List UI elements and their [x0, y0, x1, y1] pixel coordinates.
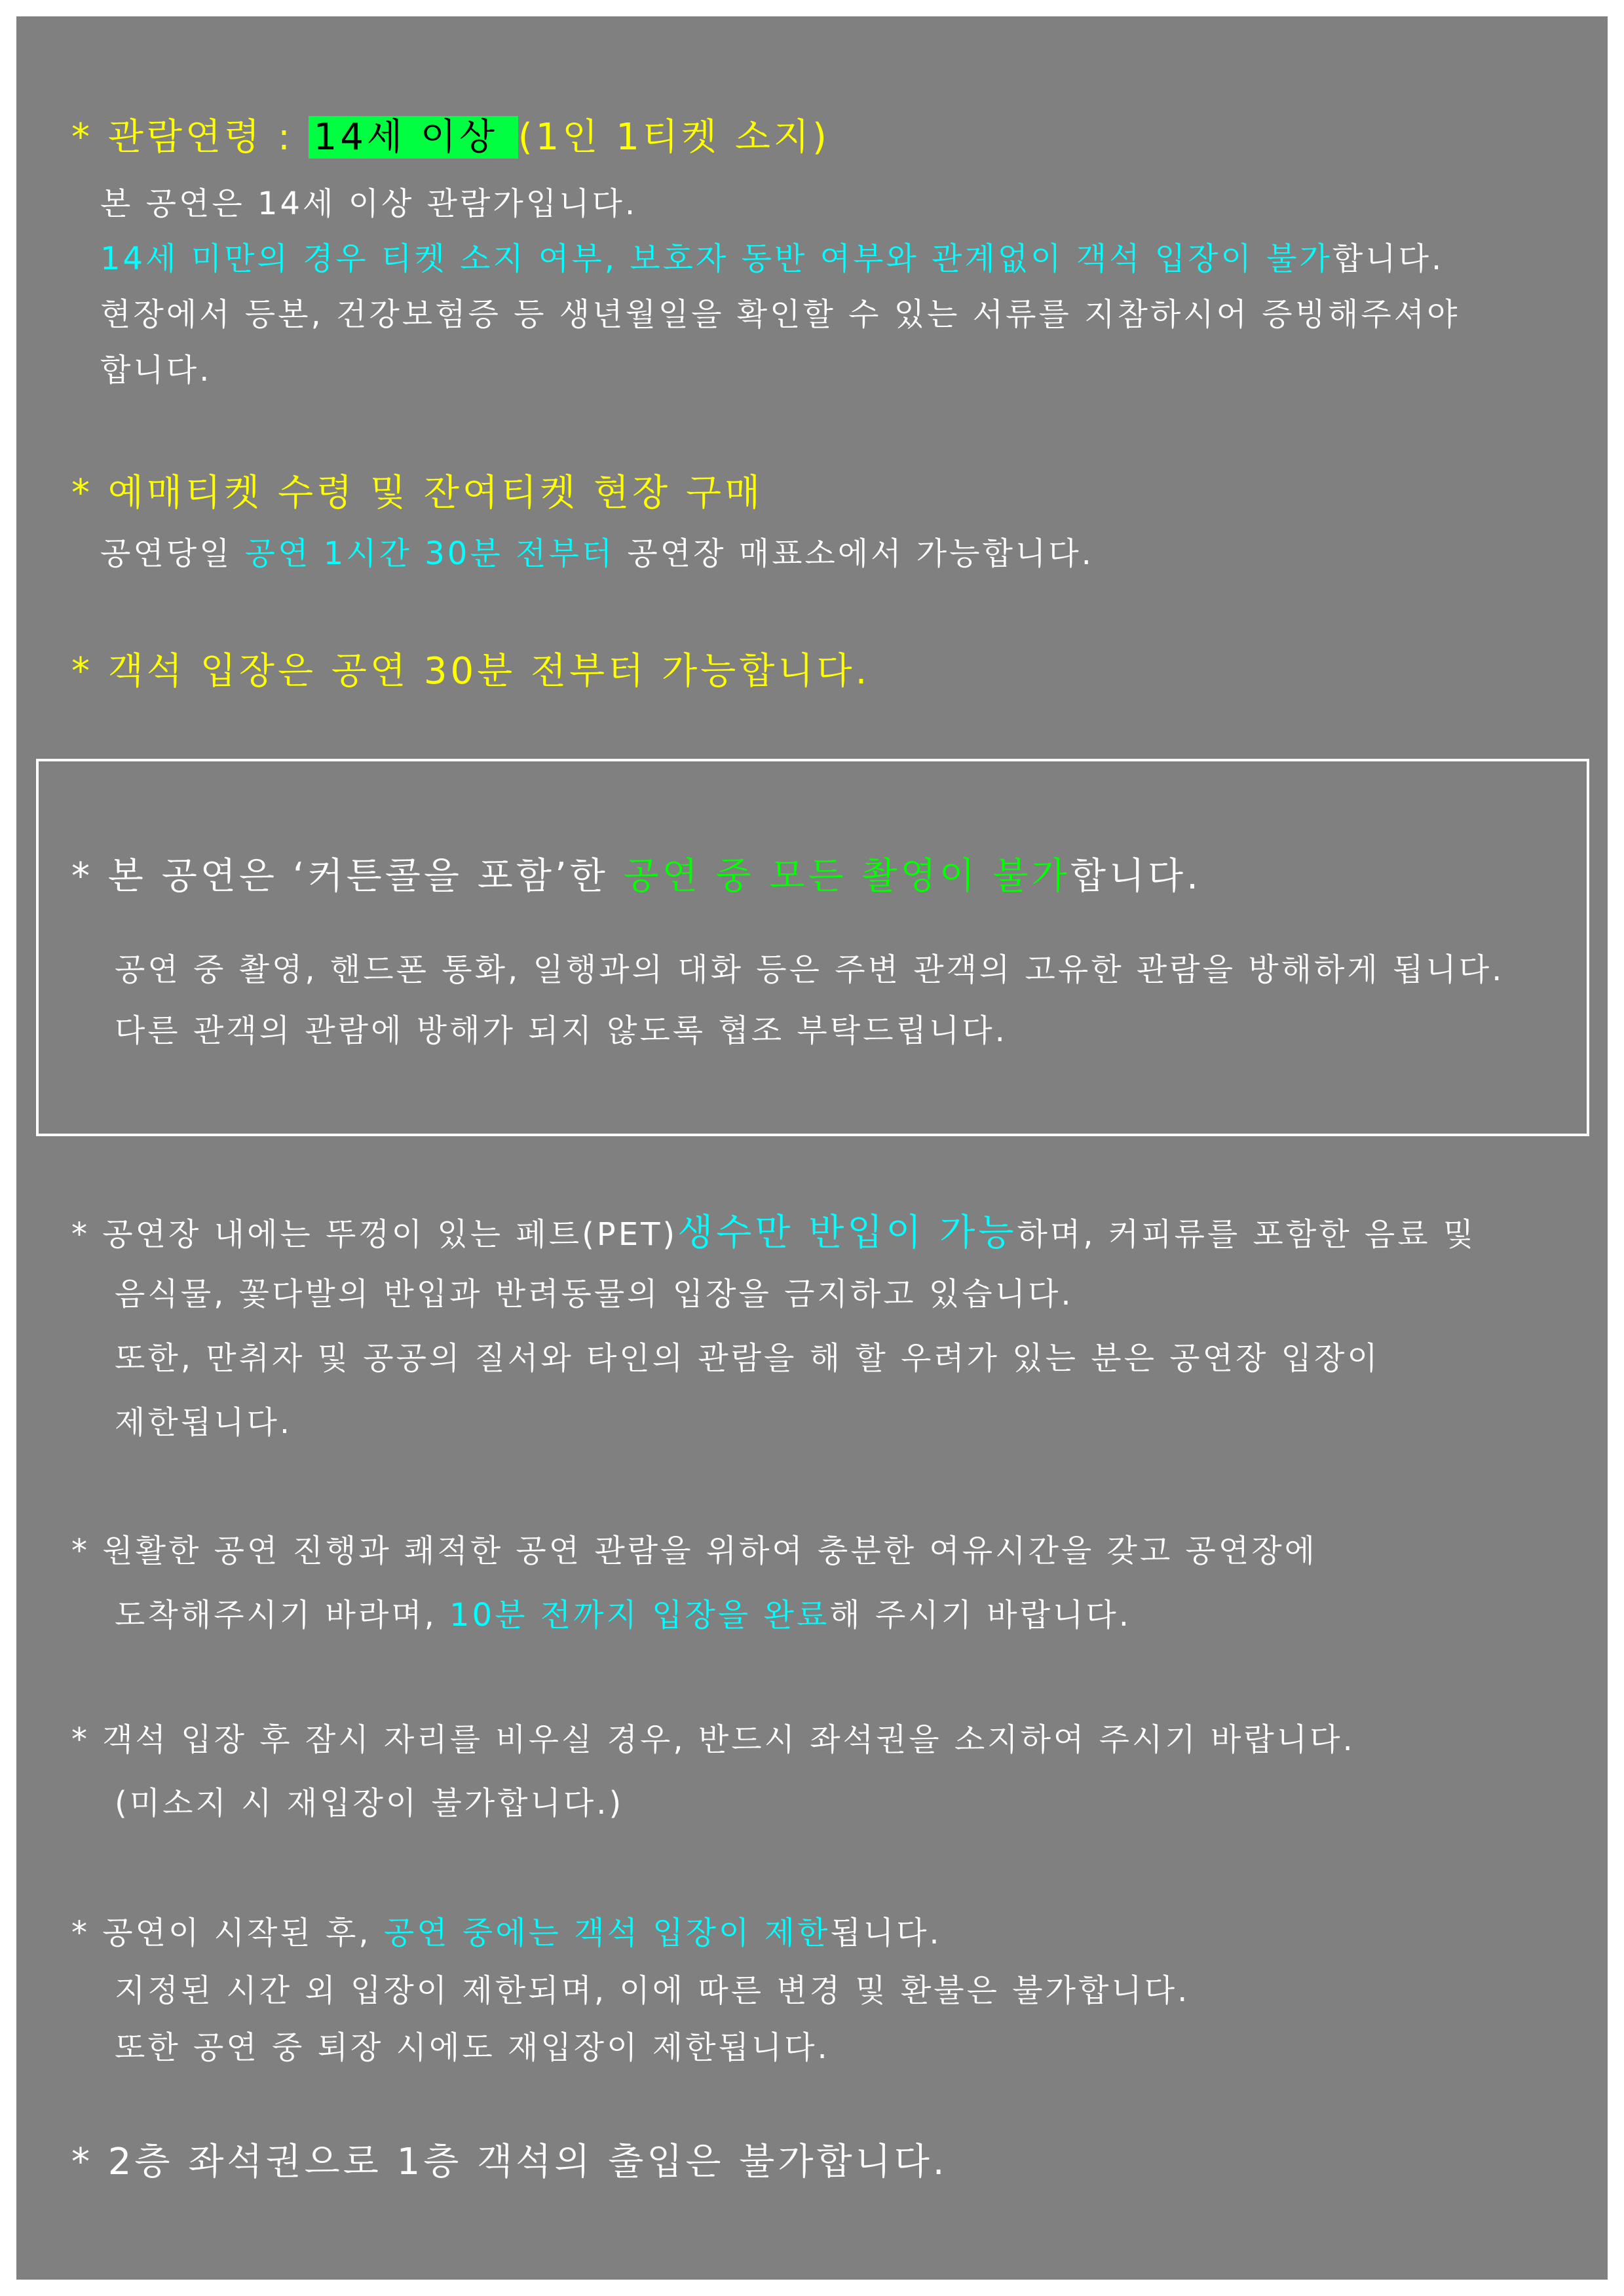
age-highlight: 14세 이상	[309, 116, 518, 159]
age-bullet: *	[71, 116, 108, 159]
venue-line-4: 제한됩니다.	[115, 1404, 293, 1441]
venue-line-1	[71, 1210, 1476, 1256]
ticket-line-1-a: 공연당일	[100, 535, 245, 572]
photo-line-2: 다른 관객의 관람에 방해가 되지 않도록 협조 부탁드립니다.	[115, 1012, 1008, 1049]
arrival-line-2-highlight: 10분 전까지 입장을 완료	[449, 1597, 830, 1634]
venue-line-3: 또한, 만취자 및 공공의 질서와 타인의 관람을 해 할 우려가 있는 분은 공연장 입장이	[115, 1340, 1380, 1377]
arrival-line-2-b: 해 주시기 바랍니다.	[829, 1597, 1131, 1634]
age-line-2-tail: 합니다.	[1332, 240, 1445, 277]
venue-line-2: 음식물, 꽃다발의 반입과 반려동물의 입장을 금지하고 있습니다.	[115, 1276, 1074, 1312]
age-line-4: 합니다.	[100, 352, 212, 389]
venue-line-1-a: * 공연장 내에는 뚜껑이 있는 페트(PET)	[71, 1216, 678, 1253]
age-title-label: 관람연령 :	[107, 116, 309, 159]
age-line-3: 현장에서 등본, 건강보험증 등 생년월일을 확인할 수 있는 서류를 지참하시어 증빙해주셔야	[100, 296, 1460, 333]
photo-line-1: 공연 중 촬영, 핸드폰 통화, 일행과의 대화 등은 주변 관객의 고유한 관람을 방해하게 됩니다.	[115, 951, 1505, 988]
notice-page	[16, 16, 1608, 2280]
arrival-line-2-a: 도착해주시기 바라며,	[115, 1597, 450, 1634]
seat-line-1: * 객석 입장 후 잠시 자리를 비우실 경우, 반드시 좌석권을 소지하여 주시기 바랍니다.	[71, 1721, 1355, 1758]
venue-line-1-b: 하며, 커피류를 포함한 음료 및	[1017, 1216, 1477, 1253]
photo-title-b: 합니다.	[1070, 855, 1201, 898]
age-line-1: 본 공연은 14세 이상 관람가입니다.	[100, 185, 638, 222]
venue-line-1-highlight: 생수만 반입이 가능	[677, 1212, 1017, 1254]
seat-line-2: (미소지 시 재입장이 불가합니다.)	[115, 1785, 624, 1822]
age-line-2	[100, 239, 1444, 278]
arrival-line-2	[115, 1596, 1131, 1635]
late-line-3: 또한 공연 중 퇴장 시에도 재입장이 제한됩니다.	[115, 2029, 830, 2066]
ticket-line-1	[100, 534, 1094, 573]
photo-title-a: * 본 공연은 ‘커튼콜을 포함’한	[71, 855, 624, 898]
photo-title	[71, 854, 1201, 900]
late-line-1-a: * 공연이 시작된 후,	[71, 1915, 384, 1951]
ticket-line-1-highlight: 공연 1시간 30분 전부터	[244, 535, 615, 572]
age-title-tail: (1인 1티켓 소지)	[518, 116, 830, 159]
late-line-2: 지정된 시간 외 입장이 제한되며, 이에 따른 변경 및 환불은 불가합니다.	[115, 1972, 1190, 2009]
late-line-1	[71, 1913, 942, 1953]
photo-title-highlight: 공연 중 모든 촬영이 불가	[623, 855, 1070, 898]
entry-title: * 객석 입장은 공연 30분 전부터 가능합니다.	[71, 650, 871, 693]
ticket-line-1-b: 공연장 매표소에서 가능합니다.	[614, 535, 1094, 572]
age-title	[71, 115, 830, 161]
ticket-title: * 예매티켓 수령 및 잔여티켓 현장 구매	[71, 472, 764, 514]
photo-notice-box	[36, 759, 1589, 1136]
arrival-line-1: * 원활한 공연 진행과 쾌적한 공연 관람을 위하여 충분한 여유시간을 갖고 공연장에	[71, 1533, 1317, 1569]
late-line-1-highlight: 공연 중에는 객석 입장이 제한	[383, 1915, 831, 1951]
late-line-1-b: 됩니다.	[830, 1915, 942, 1951]
floor-notice: * 2층 좌석권으로 1층 객석의 출입은 불가합니다.	[71, 2141, 948, 2183]
age-line-2-highlight: 14세 미만의 경우 티켓 소지 여부, 보호자 동반 여부와 관계없이 객석 입장이 불가	[100, 240, 1332, 277]
